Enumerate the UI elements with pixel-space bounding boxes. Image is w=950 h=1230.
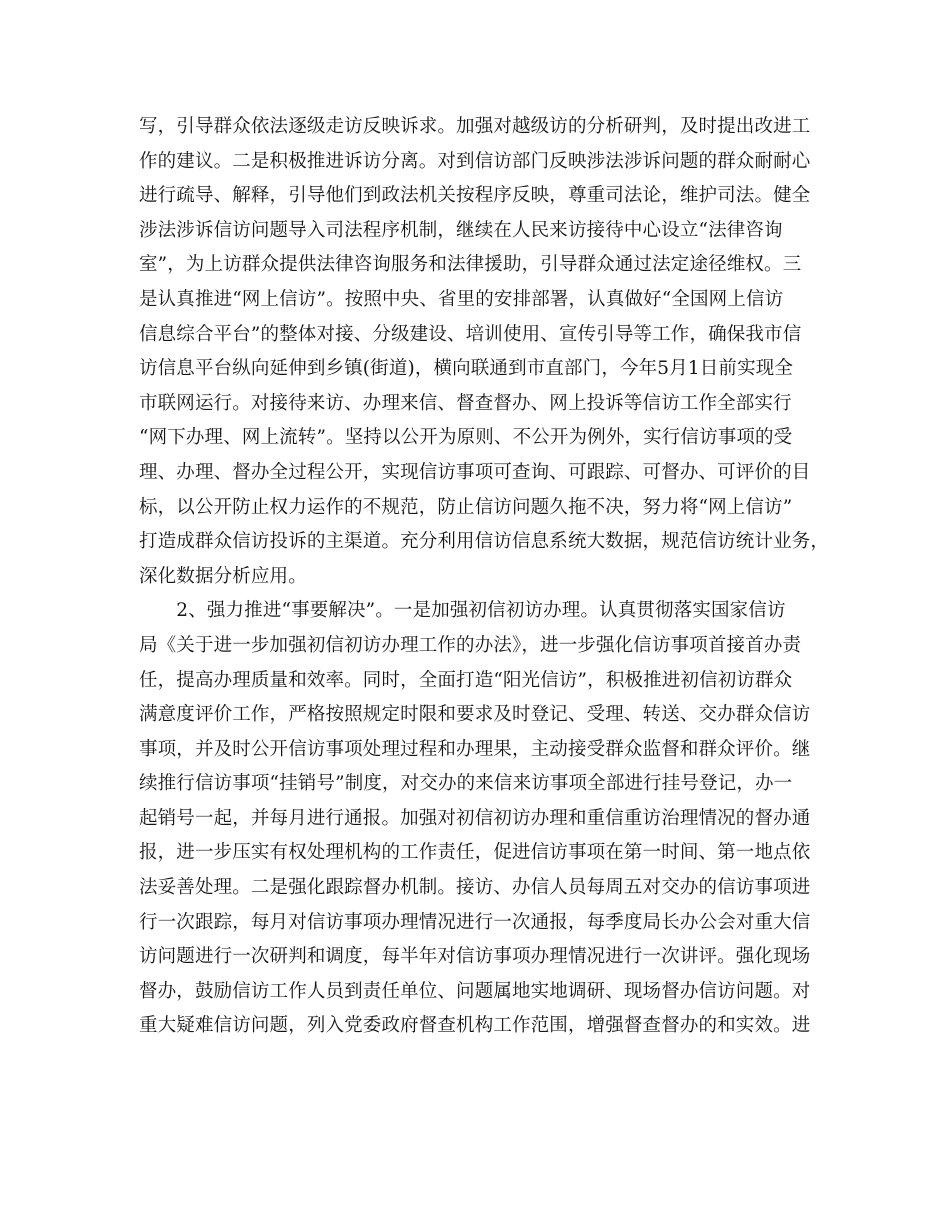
- text-line: 写，引导群众依法逐级走访反映诉求。加强对越级访的分析研判，及时提出改进工: [139, 116, 811, 137]
- text-line: 打造成群众信访投诉的主渠道。充分利用信访信息系统大数据，规范信访统计业务，: [139, 531, 830, 553]
- text-line: 续推行信访事项“挂销号”制度，对交办的来信来访事项全部进行挂号登记，办一: [139, 773, 793, 795]
- body-text: [139, 110, 829, 1044]
- text-line: 室”，为上访群众提供法律咨询服务和法律援助，引导群众通过法定途径维权。三: [139, 254, 802, 276]
- text-line: 局《关于进一步加强初信初访办理工作的办法》，进一步强化信访事项首接首办责: [139, 634, 802, 656]
- text-line: “网下办理、网上流转”。坚持以公开为原则、不公开为例外，实行信访事项的受: [139, 427, 793, 449]
- text-line: 进行疏导、解释，引导他们到政法机关按程序反映，尊重司法论，维护司法。健全: [139, 185, 811, 207]
- text-line: 起销号一起，并每月进行通报。加强对初信初访办理和重信重访治理情况的督办通: [139, 807, 811, 829]
- text-line: 满意度评价工作，严格按照规定时限和要求及时登记、受理、转送、交办群众信访: [139, 704, 811, 726]
- text-line: 标，以公开防止权力运作的不规范，防止信访问题久拖不决，努力将“网上信访”: [139, 496, 793, 518]
- text-line: 法妥善处理。二是强化跟踪督办机制。接访、办信人员每周五对交办的信访事项进: [139, 877, 811, 899]
- text-line: 访信息平台纵向延伸到乡镇(街道)，横向联通到市直部门，今年5月1日前实现全: [139, 358, 794, 380]
- text-line: 作的建议。二是积极推进诉访分离。对到信访部门反映涉法涉诉问题的群众耐耐心: [139, 150, 811, 172]
- text-line: 任，提高办理质量和效率。同时，全面打造“阳光信访”，积极推进初信初访群众: [139, 669, 793, 691]
- text-line: 理、办理、督办全过程公开，实现信访事项可查询、可跟踪、可督办、可评价的目: [139, 461, 811, 483]
- text-line: 访问题进行一次研判和调度，每半年对信访事项办理情况进行一次讲评。强化现场: [139, 946, 811, 968]
- text-line: 涉法涉诉信访问题导入司法程序机制，继续在人民来访接待中心设立“法律咨询: [139, 219, 783, 241]
- text-line: 是认真推进“网上信访”。按照中央、省里的安排部署，认真做好“全国网上信访: [139, 288, 784, 310]
- text-line: 重大疑难信访问题，列入党委政府督查机构工作范围，增强督查督办的和实效。进: [139, 1015, 811, 1037]
- text-line: 行一次跟踪，每月对信访事项办理情况进行一次通报，每季度局长办公会对重大信: [139, 911, 811, 933]
- text-line: 报，进一步压实有权处理机构的工作责任，促进信访事项在第一时间、第一地点依: [139, 842, 811, 864]
- text-line: 事项，并及时公开信访事项处理过程和办理果，主动接受群众监督和群众评价。继: [139, 738, 811, 760]
- text-line: 市联网运行。对接待来访、办理来信、督查督办、网上投诉等信访工作全部实行: [139, 392, 792, 414]
- text-line: 2、强力推进“事要解决”。一是加强初信初访办理。认真贯彻落实国家信访: [139, 600, 786, 622]
- text-line: 信息综合平台”的整体对接、分级建设、培训使用、宣传引导等工作，确保我市信: [139, 323, 802, 345]
- text-line: 深化数据分析应用。: [139, 565, 307, 587]
- text-line: 督办，鼓励信访工作人员到责任单位、问题属地实地调研、现场督办信访问题。对: [139, 980, 811, 1002]
